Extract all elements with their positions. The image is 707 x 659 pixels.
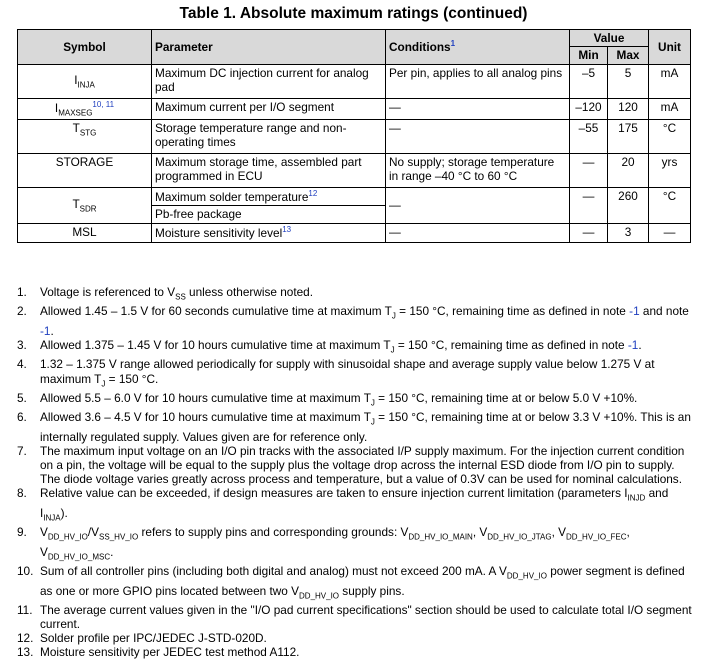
min-cell: –5 [570,64,608,98]
table-row [18,64,691,98]
conditions-footnote-ref[interactable]: 1 [450,39,456,49]
max-cell: 260 [608,187,649,223]
table-header-row [18,30,691,47]
parameter-footnote-ref[interactable]: 13 [282,224,292,234]
parameter-cell: Maximum solder temperature$^{12}$ [152,187,386,205]
symbol-cell: $T_{STG}$ [18,119,152,153]
footnote-item: 6. Allowed 3.6 – 4.5 V for 10 hours cumulative time at maximum $T_J = 150$ °C, remaining time at or below 3.3 V +10%. This is an internally regulated supply. Values given are for reference only. [17,410,691,444]
conditions-cell: — [386,223,570,242]
min-cell: — [570,223,608,242]
header-parameter: Parameter [152,30,386,65]
parameter-cell: Maximum current per I/O segment [152,98,386,119]
footnote-item: 8. Relative value can be exceeded, if design measures are taken to ensure injection current limitation (parameters $I_{INJD}$ and $I_{INJA}$). [17,486,669,523]
header-symbol: Symbol [18,30,152,65]
symbol-footnote-ref[interactable]: 10, 11 [92,99,115,109]
table-row [18,98,691,119]
symbol-cell: $I_{INJA}$ [18,64,152,98]
footnote-item: 11. The average current values given in the "I/O pad current specifications" section should be used to calculate total I/O segment current. [17,603,692,632]
unit-cell: yrs [649,153,691,187]
footnote-item: 5. Allowed 5.5 – 6.0 V for 10 hours cumulative time at maximum $T_J = 150$ °C, remaining time at or below 5.0 V +10%. [17,391,638,408]
footnote-item: 2. Allowed 1.45 – 1.5 V for 60 seconds cumulative time at maximum $T_J = 150$ °C, remaining time as defined in note -1 and note -1. [17,304,689,338]
min-cell: –120 [570,98,608,119]
max-cell: 120 [608,98,649,119]
parameter-cell: Pb-free package [152,206,386,223]
table-row [18,223,691,242]
parameter-cell: Storage temperature range and non-operating times [152,119,386,153]
conditions-cell: — [386,187,570,223]
symbol-cell: STORAGE [18,153,152,187]
parameter-cell: Maximum DC injection current for analog pad [152,64,386,98]
unit-cell: °C [649,187,691,223]
footnote-item: 1. Voltage is referenced to $V_{SS}$ unless otherwise noted. [17,285,314,302]
footnote-item: 13. Moisture sensitivity per JEDEC test method A112. [17,645,300,659]
symbol-cell: $I_{MAXSEG}^{10, 11}$ [18,98,152,119]
max-cell: 175 [608,119,649,153]
unit-cell: mA [649,98,691,119]
max-cell: 20 [608,153,649,187]
note-link[interactable]: -1 [40,323,51,338]
table-row [18,187,691,205]
footnote-item: 10. Sum of all controller pins (including both digital and analog) must not exceed 200 mA. A $V_{DD\_HV\_IO}$ power segment is defined as one or more GPIO pins located between two $V_{DD\_HV\_IO}$ supply pins. [17,564,685,600]
table-title: Table 1. Absolute maximum ratings (continued) [179,5,528,22]
footnote-item: 4. 1.32 – 1.375 V range allowed periodically for supply with sinusoidal shape and average supply value below 1.275 V at maximum $T_J = 150$ °C. [17,357,655,388]
conditions-cell: Per pin, applies to all analog pins [386,64,570,98]
absolute-maximum-ratings-table [17,29,691,243]
note-link[interactable]: -1 [629,304,640,319]
footnote-item: 7. The maximum input voltage on an I/O pin tracks with the associated I/P supply maximum. For the injection current condition on a pin, the voltage will be equal to the supply plus the voltage drop across the internal ESD diode from I/O pin to supply. The diode voltage varies greatly across process and temperature, but a value of 0.3V can be used for nominal calculations. [17,444,685,487]
min-cell: –55 [570,119,608,153]
max-cell: 3 [608,223,649,242]
header-max: Max [608,47,649,64]
conditions-cell: — [386,119,570,153]
parameter-cell: Maximum storage time, assembled part programmed in ECU [152,153,386,187]
header-conditions: Conditions$^1$ [386,30,570,65]
unit-cell: — [649,223,691,242]
note-link[interactable]: -1 [627,338,639,352]
table-row [18,153,691,187]
footnotes-list [17,285,693,659]
unit-cell: mA [649,64,691,98]
symbol-cell: $T_{SDR}$ [18,187,152,223]
parameter-footnote-ref[interactable]: 12 [308,188,318,198]
conditions-cell: No supply; storage temperature in range –40 °C to 60 °C [386,153,570,187]
footnote-item: 9. $V_{DD\_HV\_IO}/V_{SS\_HV\_IO}$ refers to supply pins and corresponding grounds: $V_{DD\_HV\_IO\_MAIN}$, $V_{DD\_HV\_IO\_JTAG}$, $V_{DD\_HV\_IO\_FEC}$, $V_{DD\_HV\_IO\_MSC}$. [17,525,630,561]
header-unit: Unit [649,30,691,65]
max-cell: 5 [608,64,649,98]
symbol-cell: MSL [18,223,152,242]
min-cell: — [570,187,608,223]
conditions-cell: — [386,98,570,119]
parameter-cell: Moisture sensitivity level$^{13}$ [152,223,386,242]
min-cell: — [570,153,608,187]
header-value: Value [570,30,649,47]
unit-cell: °C [649,119,691,153]
header-min: Min [570,47,608,64]
footnote-item: 12. Solder profile per IPC/JEDEC J-STD-020D. [17,631,267,646]
table-row [18,119,691,153]
footnote-item: 3. Allowed 1.375 – 1.45 V for 10 hours cumulative time at maximum $T_J = 150$ °C, remaining time as defined in note -1. [17,338,642,355]
